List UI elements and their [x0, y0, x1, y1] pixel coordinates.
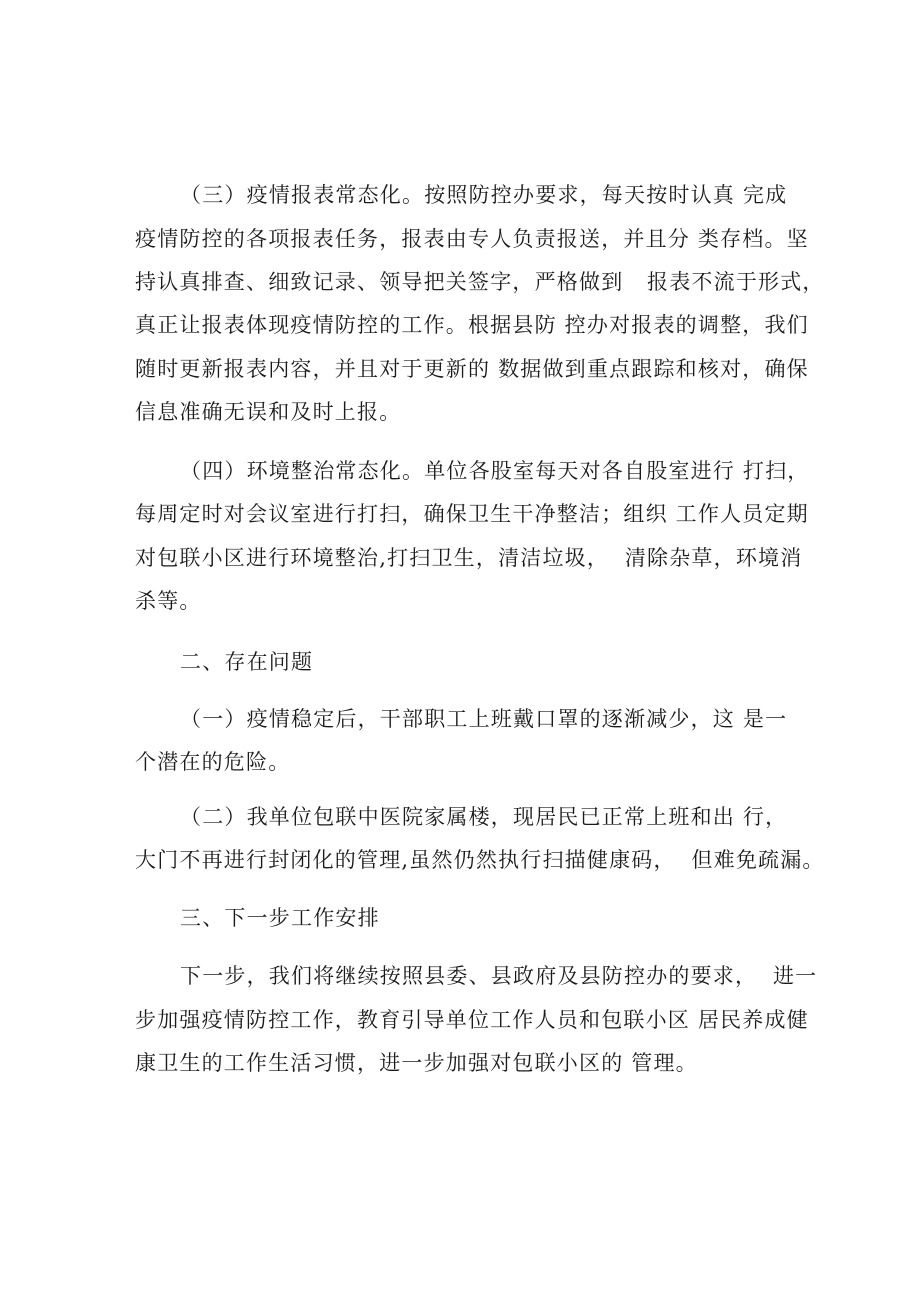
para-3-line-3: 持认真排查、细致记录、领导把关签字，严格做到 报表不流于形式， — [135, 270, 825, 294]
para-4-line-4: 杀等。 — [135, 589, 202, 613]
problem-2-line-1: （二）我单位包联中医院家属楼，现居民已正常上班和出 行， — [180, 805, 788, 829]
para-4-line-1: （四）环境整治常态化。单位各股室每天对各自股室进行 打扫， — [180, 459, 810, 483]
next-steps-line-1: 下一步，我们将继续按照县委、县政府及县防控办的要求， 进一 — [180, 964, 818, 988]
para-3-line-6: 信息准确无误和及时上报。 — [135, 400, 402, 424]
next-steps-line-2: 步加强疫情防控工作，教育引导单位工作人员和包联小区 居民养成健 — [135, 1008, 809, 1032]
problem-2-line-2: 大门不再进行封闭化的管理,虽然仍然执行扫描健康码， 但难免疏漏。 — [135, 848, 825, 872]
para-3-line-2: 疫情防控的各项报表任务，报表由专人负责报送，并且分 类存档。坚 — [135, 227, 809, 251]
problem-1-line-2: 个潜在的危险。 — [135, 750, 291, 774]
section-heading-next-steps: 三、下一步工作安排 — [180, 906, 380, 930]
section-heading-problems: 二、存在问题 — [180, 650, 314, 674]
next-steps-line-3: 康卫生的工作生活习惯，进一步加强对包联小区的 管理。 — [135, 1051, 698, 1075]
para-3-line-1: （三）疫情报表常态化。按照防控办要求，每天按时认真 完成 — [180, 183, 788, 207]
para-3-line-4: 真正让报表体现疫情防控的工作。根据县防 控办对报表的调整，我们 — [135, 313, 809, 337]
para-4-line-3: 对包联小区进行环境整治,打扫卫生，清洁垃圾， 清除杂草，环境消 — [135, 546, 803, 570]
para-3-line-5: 随时更新报表内容，并且对于更新的 数据做到重点跟踪和核对，确保 — [135, 357, 809, 381]
problem-1-line-1: （一）疫情稳定后，干部职工上班戴口罩的逐渐减少，这 是一 — [180, 707, 788, 731]
para-4-line-2: 每周定时对会议室进行打扫，确保卫生干净整洁；组织 工作人员定期 — [135, 502, 809, 526]
